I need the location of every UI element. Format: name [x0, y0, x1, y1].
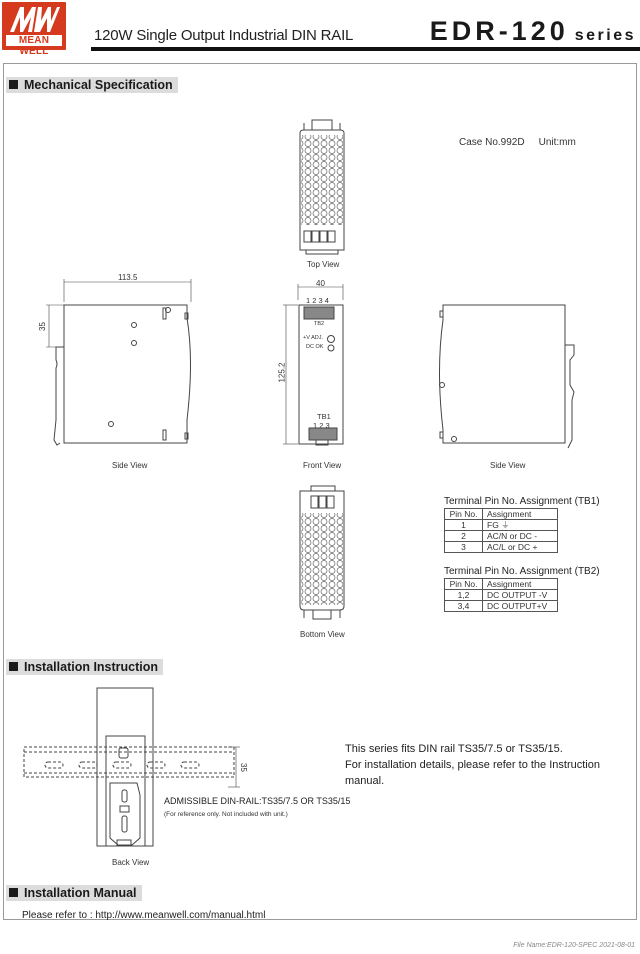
tb1-label: TB1	[317, 412, 331, 421]
table-header-row: Pin No. Assignment	[445, 509, 558, 520]
left-side-view-drawing	[46, 279, 191, 445]
right-side-view-drawing	[440, 305, 575, 448]
admissible-rail-note: ADMISSIBLE DIN-RAIL:TS35/7.5 OR TS35/15	[164, 796, 351, 806]
back-view-rail-drawing	[24, 688, 240, 846]
back-view-label: Back View	[112, 858, 150, 867]
manual-reference-link[interactable]: Please refer to : http://www.meanwell.com/manual.html	[22, 910, 266, 921]
series-suffix: series	[574, 27, 636, 44]
bottom-view-drawing	[300, 486, 344, 619]
depth-dimension: 113.5	[118, 273, 138, 282]
top-view-drawing	[300, 120, 344, 254]
vadj-label: +V ADJ.	[303, 335, 324, 341]
section-mechanical-specification: Mechanical Specification	[6, 77, 178, 93]
installation-text-line-1: This series fits DIN rail TS35/7.5 or TS35/15.	[345, 743, 563, 755]
table-row: 1 FG ⏚	[445, 520, 558, 531]
tb1-table-title: Terminal Pin No. Assignment (TB1)	[444, 496, 600, 507]
rail-dimension: 35	[238, 763, 248, 772]
table-row: 1,2 DC OUTPUT -V	[445, 590, 558, 601]
tb1-pin-table	[444, 508, 558, 553]
table-header-row: Pin No. Assignment	[445, 579, 558, 590]
tb1-pin-numbers: 1 2 3	[313, 421, 330, 430]
table-row: 3,4 DC OUTPUT+V	[445, 601, 558, 612]
rail-height-dimension: 35	[37, 322, 47, 331]
file-name-footer: File Name:EDR-120-SPEC 2021-08-01	[513, 942, 635, 949]
section-installation-manual: Installation Manual	[6, 885, 142, 901]
case-number: Case No.992D	[459, 137, 525, 148]
front-view-label: Front View	[303, 461, 342, 470]
top-view-label: Top View	[307, 260, 340, 269]
installation-text-line-2: For installation details, please refer to the Instruction manual.	[345, 759, 600, 787]
document-title: 120W Single Output Industrial DIN RAIL	[94, 27, 354, 44]
section-installation-instruction: Installation Instruction	[6, 659, 163, 675]
tb2-pin-numbers: 1 2 3 4	[306, 296, 329, 305]
width-dimension: 40	[316, 279, 325, 288]
tb2-table-title: Terminal Pin No. Assignment (TB2)	[444, 566, 600, 577]
table-row: 3 AC/L or DC +	[445, 542, 558, 553]
reference-note: (For reference only. Not included with unit.)	[164, 811, 288, 818]
table-row: 2 AC/N or DC -	[445, 531, 558, 542]
installation-description	[345, 741, 640, 789]
bottom-view-label: Bottom View	[300, 630, 345, 639]
dc-ok-label: DC OK	[306, 344, 324, 350]
model-number: EDR-120	[429, 16, 569, 46]
tb2-pin-table	[444, 578, 558, 612]
unit-label: Unit:mm	[538, 137, 576, 148]
height-dimension: 125.2	[277, 362, 287, 383]
tb2-label: TB2	[314, 321, 325, 327]
logo-text: MEAN WELL	[6, 35, 62, 46]
side-view-left-label: Side View	[112, 461, 148, 470]
side-view-right-label: Side View	[490, 461, 526, 470]
